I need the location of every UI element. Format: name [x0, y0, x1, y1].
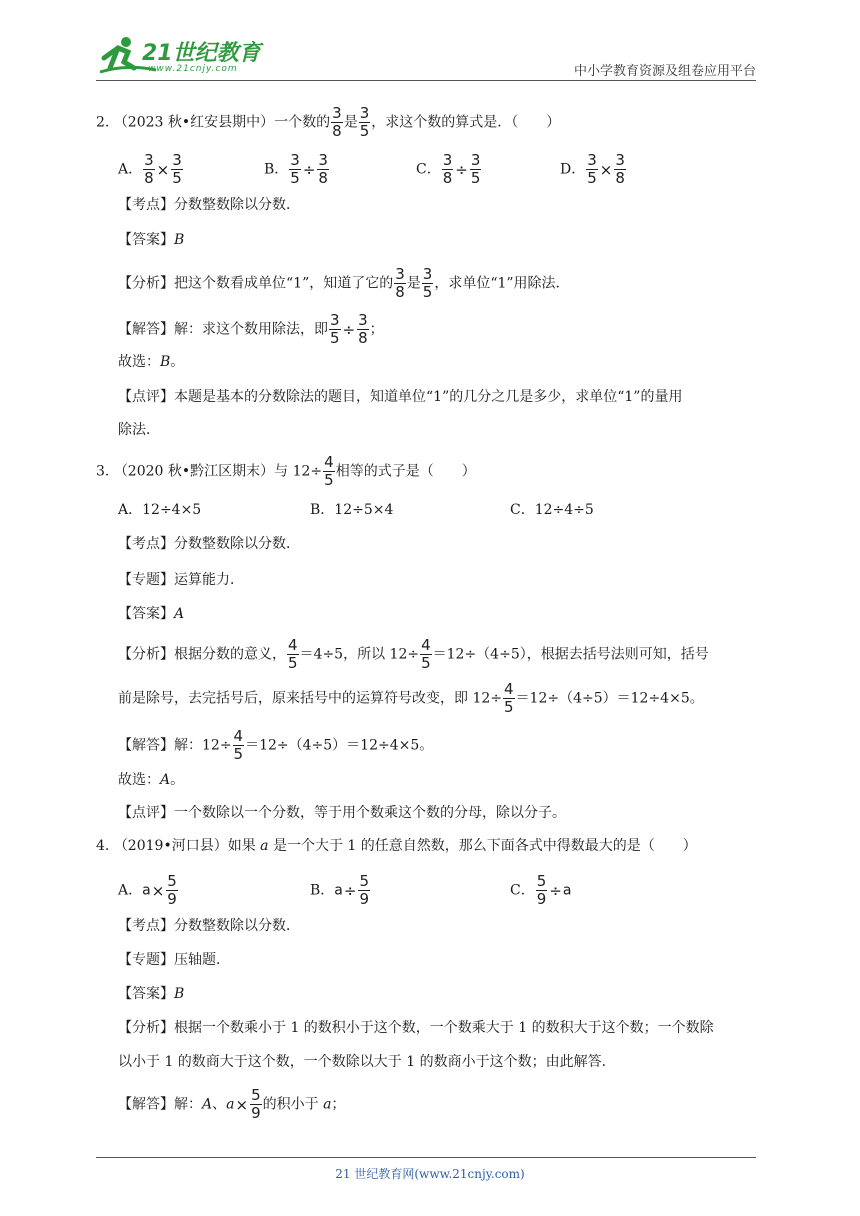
q3-stem: 3. （2020 秋•黔江区期末）与 12÷ $\frac{4}{5}$ 相等的式子是（ ） — [96, 453, 476, 489]
q3-zhuanti: 【专题】运算能力． — [118, 572, 244, 588]
q4-kaodian: 【考点】分数整数除以分数． — [118, 918, 300, 934]
q4-answer: 【答案】B — [118, 986, 185, 1002]
fraction: $\frac{3}{8}$ — [332, 104, 342, 140]
q3-jieda: 【解答】解：12÷ $\frac{4}{5}$ ＝12÷（4÷5）＝12÷4×5。 — [118, 727, 434, 763]
header-divider — [96, 80, 756, 81]
q4-stem: 4. （2019•河口县）如果 a 是一个大于 1 的任意自然数，那么下面各式中得数最大的是（ ） — [96, 838, 697, 854]
fraction: $\frac{3}{5}$ — [359, 104, 370, 140]
q2-stem-end: ，求这个数的算式是．（ ） — [371, 114, 561, 131]
q2-stem-text: （2023 秋•红安县期中）一个数的 — [113, 114, 331, 131]
q2-option-d: D． $\frac{3}{5}$ × $\frac{3}{8}$ — [560, 151, 625, 187]
q4-option-c: C． $\frac{5}{9}$ ÷a — [510, 872, 572, 908]
q2-option-c: C． $\frac{3}{8}$ ÷ $\frac{3}{5}$ — [416, 151, 481, 187]
q3-option-c: C．12÷4÷5 — [510, 502, 594, 518]
q4-option-a: A．a× $\frac{5}{9}$ — [118, 872, 177, 908]
q2-jieda: 【解答】解：求这个数用除法，即 $\frac{3}{5}$ ÷ $\frac{3}{8}$ ； — [118, 311, 384, 347]
q4-zhuanti: 【专题】压轴题． — [118, 952, 230, 968]
q2-stem — [96, 106, 560, 139]
footer-link[interactable]: 21 世纪教育网(www.21cnjy.com) — [335, 1167, 525, 1181]
q2-fenxi: 【分析】把这个数看成单位“1”，知道了它的 $\frac{3}{8}$ 是 $\frac{3}{5}$ ，求单位“1”用除法． — [118, 265, 570, 301]
q3-option-b: B．12÷5×4 — [310, 502, 394, 518]
q2-kaodian: 【考点】分数整数除以分数． — [118, 197, 300, 213]
q2-number: 2. — [96, 114, 110, 131]
q2-answer: 【答案】B — [118, 232, 185, 248]
q3-fenxi-line2: 前是除号，去完括号后，原来括号中的运算符号改变，即 12÷ $\frac{4}{5}$ ＝12÷（4÷5）＝12÷4×5。 — [118, 680, 704, 716]
q2-stem-mid: 是 — [343, 114, 358, 131]
q3-answer: 【答案】A — [118, 606, 185, 622]
q2-guxuan: 故选：B。 — [118, 354, 185, 370]
q4-fenxi-line2: 以小于 1 的数商大于这个数，一个数除以大于 1 的数商小于这个数；由此解答． — [118, 1054, 616, 1070]
q2-dianping-line1: 【点评】本题是基本的分数除法的题目，知道单位“1”的几分之几是多少，求单位“1”的量用 — [118, 389, 683, 405]
q3-kaodian: 【考点】分数整数除以分数． — [118, 536, 300, 552]
site-logo — [96, 34, 266, 78]
header-platform-text: 中小学教育资源及组卷应用平台 — [573, 64, 756, 79]
q4-option-b: B．a÷ $\frac{5}{9}$ — [310, 872, 370, 908]
q3-dianping: 【点评】一个数除以一个分数，等于用个数乘这个数的分母，除以分子。 — [118, 805, 566, 821]
q3-fenxi-line1: 【分析】根据分数的意义， $\frac{4}{5}$ ＝4÷5，所以 12÷ $\frac{4}{5}$ ＝12÷（4÷5），根据去括号法则可知，括号 — [118, 636, 709, 672]
q2-dianping-line2: 除法． — [118, 422, 160, 438]
logo-url: www.21cnjy.com — [148, 64, 238, 74]
footer-divider — [96, 1157, 756, 1158]
logo-text: 21世纪教育 — [142, 41, 261, 66]
q2-option-a: A． $\frac{3}{8}$ × $\frac{3}{5}$ — [118, 151, 182, 187]
q2-option-b: B． $\frac{3}{5}$ ÷ $\frac{3}{8}$ — [264, 151, 328, 187]
q3-guxuan: 故选：A。 — [118, 772, 185, 788]
q4-fenxi-line1: 【分析】根据一个数乘小于 1 的数积小于这个数，一个数乘大于 1 的数积大于这个数；一个数除 — [118, 1020, 714, 1036]
q3-option-a: A．12÷4×5 — [118, 502, 202, 518]
q4-jieda: 【解答】解：A、a× $\frac{5}{9}$ 的积小于 a； — [118, 1086, 346, 1122]
